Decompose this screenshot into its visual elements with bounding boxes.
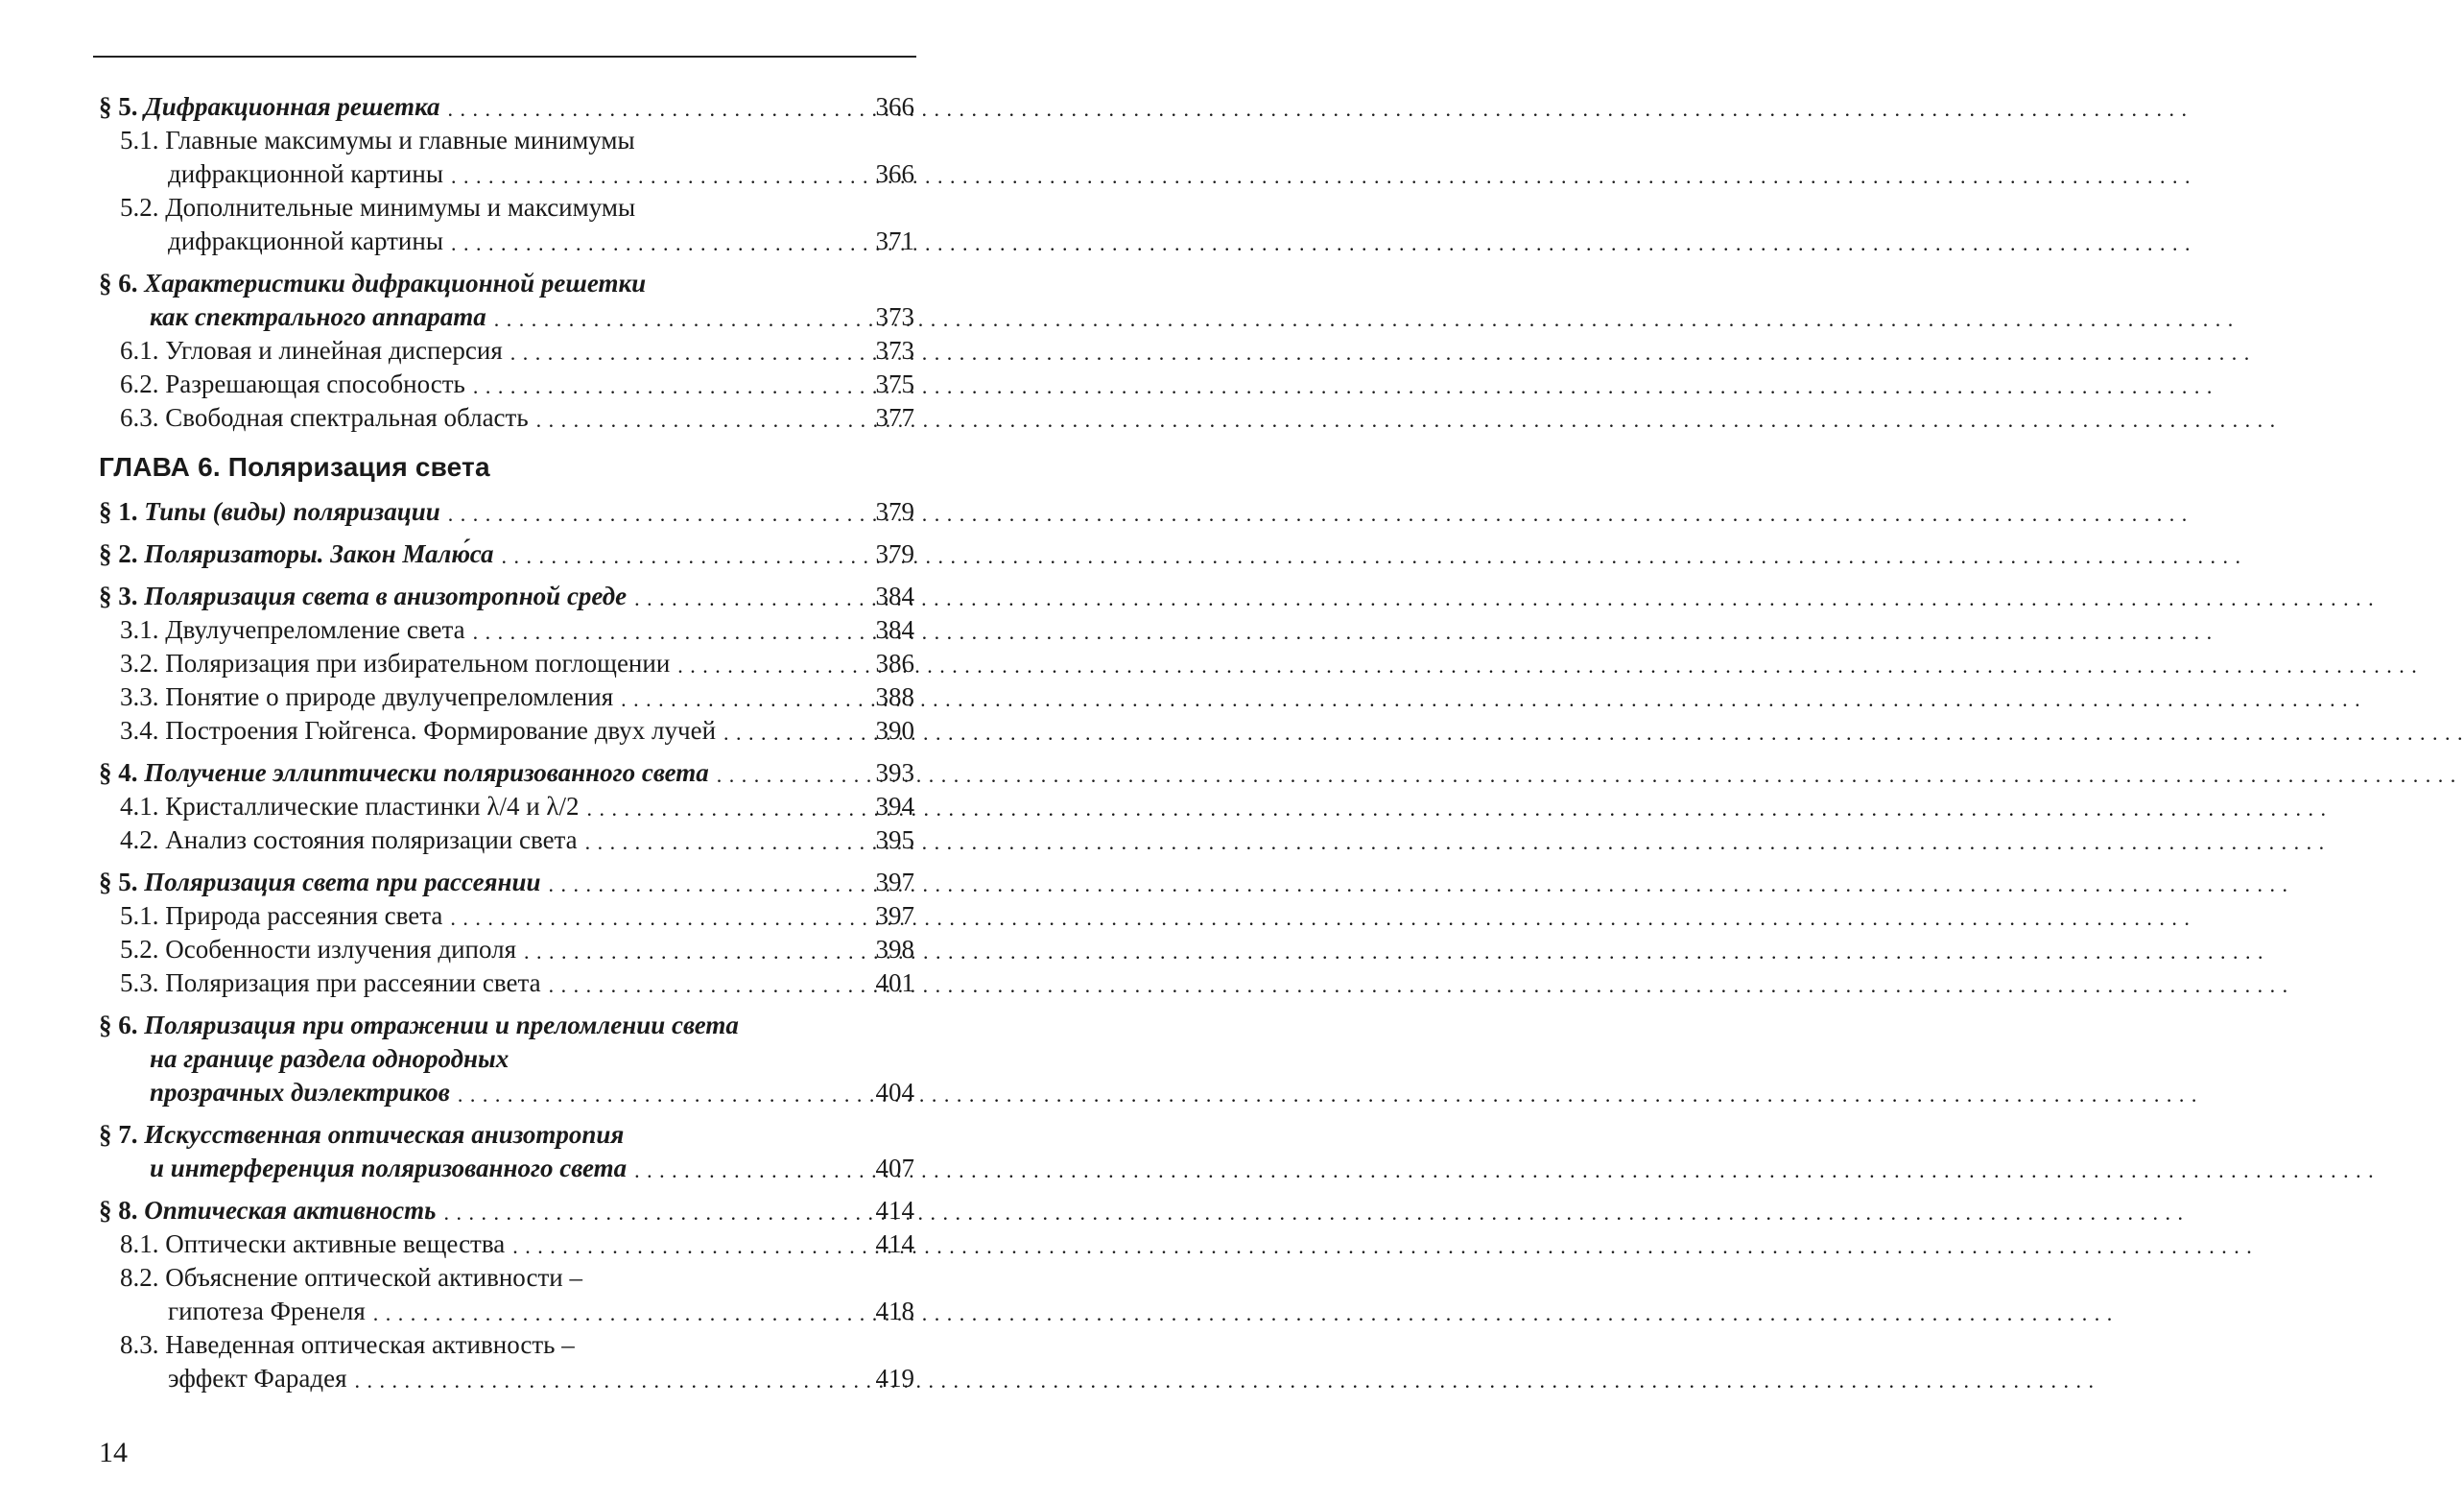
toc-subsection-entry (99, 191, 914, 258)
entry-title (99, 1009, 739, 1042)
entry-title-text: Двулучепреломление света (165, 615, 465, 644)
dot-leader (473, 372, 868, 401)
entry-title (120, 714, 716, 748)
toc-subsection-entry (99, 680, 914, 714)
entry-title-text: Поляризация при рассеянии света (165, 968, 541, 997)
dot-leader (458, 1081, 868, 1109)
entry-number: § 4. (99, 758, 138, 787)
entry-title-text: Наведенная оптическая активность – (165, 1330, 575, 1359)
table-of-contents (99, 90, 914, 1395)
entry-title (99, 537, 494, 571)
entry-page-number: 401 (875, 968, 914, 997)
entry-number: 8.1. (120, 1229, 159, 1258)
entry-title-text: Характеристики дифракционной решетки (144, 269, 647, 298)
toc-subsection-entry (99, 790, 914, 823)
entry-title (120, 401, 529, 435)
entry-number: 6.1. (120, 336, 159, 365)
entry-title-text: Оптическая активность (144, 1196, 437, 1225)
entry-title (99, 90, 440, 124)
dot-leader (443, 1199, 867, 1227)
dot-leader (634, 584, 867, 613)
entry-page-number: 366 (875, 159, 914, 188)
entry-number: § 3. (99, 582, 138, 610)
dot-leader (450, 904, 867, 933)
entry-page-number: 366 (875, 92, 914, 121)
entry-title-text: Особенности излучения диполя (165, 935, 517, 964)
entry-number: 6.3. (120, 403, 159, 432)
entry-page-number: 418 (875, 1297, 914, 1325)
entry-page-number: 390 (875, 716, 914, 745)
toc-section-entry (99, 1009, 914, 1109)
entry-title-text: Поляризация света при рассеянии (144, 868, 541, 896)
entry-number: § 6. (99, 269, 138, 298)
entry-title-text: Искусственная оптическая анизотропия (144, 1120, 625, 1149)
entry-title (120, 334, 503, 368)
toc-subsection-entry (99, 334, 914, 368)
entry-number: § 5. (99, 92, 138, 121)
entry-page-number: 394 (875, 792, 914, 821)
toc-subsection-entry (99, 714, 914, 748)
entry-title-continuation: эффект Фарадея (168, 1364, 347, 1393)
entry-number: 3.2. (120, 649, 159, 678)
dot-leader (494, 305, 868, 334)
entry-page-number: 386 (875, 649, 914, 678)
entry-number: § 5. (99, 868, 138, 896)
entry-page-number: 397 (875, 868, 914, 896)
entry-title-continuation: как спектрального аппарата (150, 302, 486, 331)
entry-title-text: Получение эллиптически поляризованного света (144, 758, 709, 787)
dot-leader (473, 618, 868, 647)
toc-subsection-entry (99, 368, 914, 401)
entry-page-number: 384 (875, 615, 914, 644)
entry-page-number: 397 (875, 901, 914, 930)
entry-title-continuation: прозрачных диэлектриков (150, 1078, 450, 1107)
entry-page-number: 373 (875, 336, 914, 365)
entry-title (120, 899, 442, 933)
entry-title-text: Кристаллические пластинки λ/4 и λ/2 (165, 792, 580, 821)
entry-page-number: 407 (875, 1154, 914, 1182)
toc-subsection-entry (99, 1328, 914, 1395)
toc-block-diffraction (99, 90, 914, 435)
entry-title (120, 933, 516, 966)
entry-title (120, 1328, 575, 1362)
entry-title-text: Типы (виды) поляризации (144, 497, 440, 526)
entry-number: § 8. (99, 1196, 138, 1225)
entry-page-number: 419 (875, 1364, 914, 1393)
entry-number: § 7. (99, 1120, 138, 1149)
dot-leader (451, 229, 868, 258)
page-number: 14 (99, 1437, 128, 1468)
entry-page-number: 379 (875, 539, 914, 568)
entry-title-text: Природа рассеяния света (165, 901, 443, 930)
entry-title (120, 966, 541, 1000)
entry-title-text: Дополнительные минимумы и максимумы (165, 193, 636, 222)
entry-title (120, 368, 465, 401)
toc-section-entry (99, 756, 914, 790)
entry-title (99, 866, 541, 899)
entry-title (99, 756, 709, 790)
entry-title (120, 790, 580, 823)
entry-title (99, 1118, 624, 1152)
entry-number: 3.4. (120, 716, 159, 745)
entry-title-continuation: дифракционной картины (168, 226, 443, 255)
entry-page-number: 398 (875, 935, 914, 964)
entry-number: 4.1. (120, 792, 159, 821)
toc-subsection-entry (99, 899, 914, 933)
entry-title (120, 680, 613, 714)
entry-title (120, 823, 578, 857)
toc-section-entry (99, 1118, 914, 1185)
dot-leader (536, 406, 868, 435)
entry-number: § 1. (99, 497, 138, 526)
entry-title-text: Анализ состояния поляризации света (165, 825, 578, 854)
entry-title (99, 1194, 436, 1227)
chapter-title: ГЛАВА 6. Поляризация света (99, 452, 490, 482)
entry-page-number: 377 (875, 403, 914, 432)
dot-leader (549, 971, 868, 1000)
entry-page-number: 414 (875, 1229, 914, 1258)
toc-subsection-entry (99, 1227, 914, 1261)
toc-subsection-entry (99, 613, 914, 647)
dot-leader (448, 500, 868, 529)
dot-leader (585, 828, 868, 857)
entry-title (120, 1227, 505, 1261)
entry-number: 4.2. (120, 825, 159, 854)
entry-title-continuation: и интерференция поляризованного света (150, 1154, 628, 1182)
entry-page-number: 379 (875, 497, 914, 526)
entry-title-text: Построения Гюйгенса. Формирование двух лучей (165, 716, 717, 745)
entry-title-continuation: на границе раздела однородных (150, 1044, 509, 1073)
entry-number: 5.3. (120, 968, 159, 997)
entry-title (120, 191, 635, 225)
dot-leader (549, 870, 868, 899)
toc-section-entry (99, 866, 914, 899)
dot-leader (448, 95, 868, 124)
toc-subsection-entry (99, 823, 914, 857)
entry-number: 3.3. (120, 682, 159, 711)
toc-section-entry (99, 267, 914, 334)
toc-section-entry (99, 580, 914, 613)
entry-number: 3.1. (120, 615, 159, 644)
entry-title-text: Понятие о природе двулучепреломления (165, 682, 614, 711)
entry-title-text: Главные максимумы и главные минимумы (165, 126, 635, 155)
dot-leader (512, 1232, 867, 1261)
entry-title-text: Свободная спектральная область (165, 403, 529, 432)
dot-leader (634, 1156, 867, 1185)
entry-page-number: 371 (875, 226, 914, 255)
entry-page-number: 393 (875, 758, 914, 787)
entry-number: § 2. (99, 539, 138, 568)
dot-leader (717, 761, 868, 790)
entry-title-continuation: гипотеза Френеля (168, 1297, 366, 1325)
dot-leader (355, 1367, 868, 1395)
entry-number: 5.2. (120, 193, 159, 222)
entry-title-continuation: дифракционной картины (168, 159, 443, 188)
entry-page-number: 395 (875, 825, 914, 854)
toc-subsection-entry (99, 124, 914, 191)
entry-number: § 6. (99, 1011, 138, 1039)
entry-title (99, 267, 646, 300)
entry-title-text: Дифракционная решетка (144, 92, 440, 121)
entry-title-text: Разрешающая способность (165, 369, 465, 398)
entry-title (120, 1261, 582, 1295)
dot-leader (502, 542, 868, 571)
entry-number: 5.2. (120, 935, 159, 964)
dot-leader (621, 685, 867, 714)
dot-leader (510, 339, 868, 368)
dot-leader (723, 719, 867, 748)
toc-section-entry (99, 537, 914, 571)
entry-number: 8.3. (120, 1330, 159, 1359)
entry-page-number: 404 (875, 1078, 914, 1107)
entry-title-text: Поляризация света в анизотропной среде (144, 582, 628, 610)
dot-leader (587, 795, 868, 823)
toc-subsection-entry (99, 966, 914, 1000)
entry-page-number: 373 (875, 302, 914, 331)
entry-title-text: Поляризаторы. Закон Малю́са (144, 539, 494, 568)
entry-number: 8.2. (120, 1263, 159, 1292)
entry-title-text: Объяснение оптической активности – (165, 1263, 582, 1292)
toc-subsection-entry (99, 401, 914, 435)
entry-title-text: Поляризация при избирательном поглощении (165, 649, 671, 678)
entry-title (120, 613, 465, 647)
entry-number: 6.2. (120, 369, 159, 398)
toc-section-entry (99, 1194, 914, 1227)
dot-leader (451, 162, 868, 191)
entry-page-number: 414 (875, 1196, 914, 1225)
entry-title-text: Оптически активные вещества (165, 1229, 506, 1258)
entry-title-text: Поляризация при отражении и преломлении света (144, 1011, 739, 1039)
entry-number: 5.1. (120, 901, 159, 930)
entry-title (99, 580, 627, 613)
toc-subsection-entry (99, 933, 914, 966)
toc-block-polarization (99, 495, 914, 1395)
dot-leader (677, 652, 867, 680)
top-rule (93, 56, 916, 58)
dot-leader (524, 938, 867, 966)
entry-page-number: 384 (875, 582, 914, 610)
entry-title (120, 647, 670, 680)
entry-title (120, 124, 635, 157)
entry-number: 5.1. (120, 126, 159, 155)
toc-section-entry (99, 90, 914, 124)
toc-subsection-entry (99, 647, 914, 680)
toc-subsection-entry (99, 1261, 914, 1328)
dot-leader (373, 1299, 868, 1328)
entry-page-number: 388 (875, 682, 914, 711)
entry-title-text: Угловая и линейная дисперсия (165, 336, 503, 365)
entry-page-number: 375 (875, 369, 914, 398)
toc-section-entry (99, 495, 914, 529)
entry-title (99, 495, 440, 529)
